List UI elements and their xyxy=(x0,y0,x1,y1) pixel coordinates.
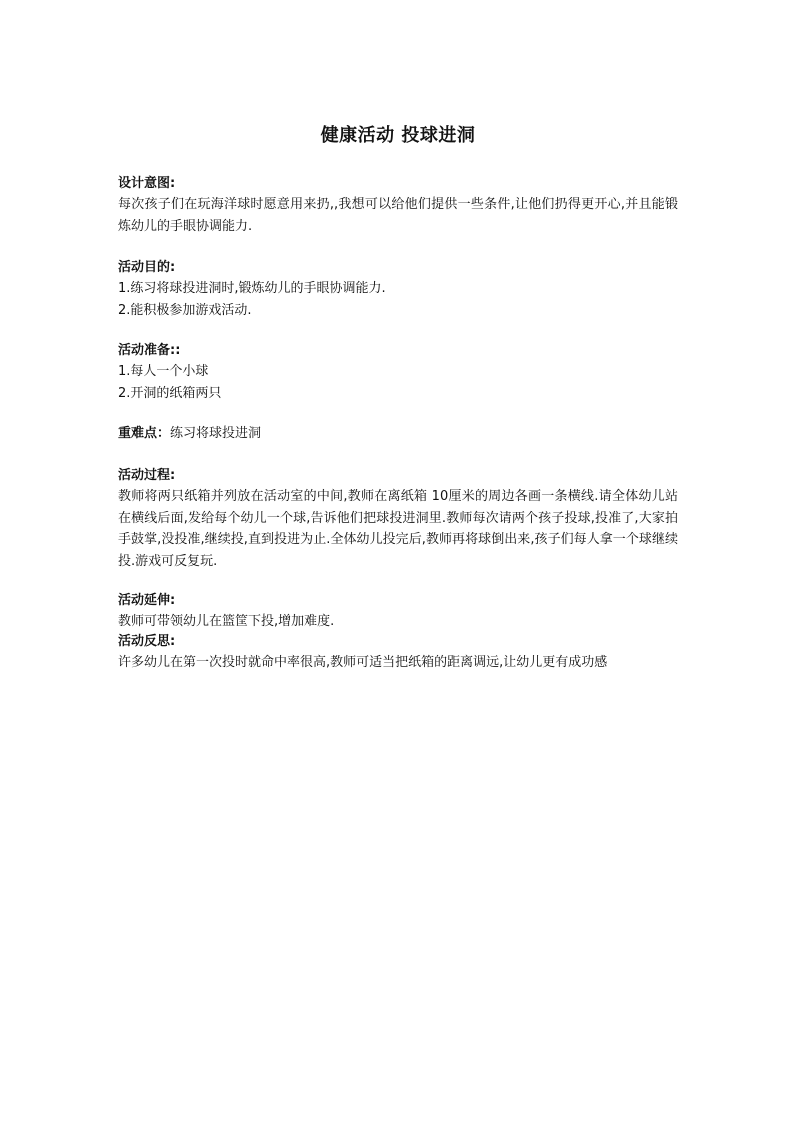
design-intent-text: 每次孩子们在玩海洋球时愿意用来扔,,我想可以给他们提供一些条件,让他们扔得更开心,并且能锻炼幼儿的手眼协调能力. xyxy=(118,197,678,234)
goals-heading: 活动目的: xyxy=(118,260,176,275)
design-intent-heading: 设计意图: xyxy=(118,176,176,191)
preparation-item: 1.每人一个小球 xyxy=(118,364,209,379)
design-intent-section xyxy=(118,173,678,237)
reflection-section xyxy=(118,631,678,674)
document-title: 健康活动 投球进洞 xyxy=(320,125,476,146)
key-points-text: 练习将球投进洞 xyxy=(170,426,262,441)
goals-section xyxy=(118,257,678,321)
reflection-text: 许多幼儿在第一次投时就命中率很高,教师可适当把纸箱的距离调远,让幼儿更有成功感 xyxy=(118,655,608,670)
process-text: 教师将两只纸箱并列放在活动室的中间,教师在离纸箱 10厘米的周边各画一条横线.请全体幼儿站在横线后面,发给每个幼儿一个球,告诉他们把球投进洞里.教师每次请两个孩子投球,投准了,大家拍手鼓掌,没投准,继续投,直到投进为止.全体幼儿投完后,教师再将球倒出来,孩子们每人拿一个球继续投.游戏可反复玩. xyxy=(118,489,678,569)
process-heading: 活动过程: xyxy=(118,468,176,483)
extension-section xyxy=(118,590,678,633)
preparation-item: 2.开洞的纸箱两只 xyxy=(118,385,222,401)
goal-item: 1.练习将球投进洞时,锻炼幼儿的手眼协调能力. xyxy=(118,281,386,296)
goal-item: 2.能积极参加游戏活动. xyxy=(118,302,252,318)
preparation-heading: 活动准备:: xyxy=(118,343,181,358)
preparation-section xyxy=(118,340,678,404)
process-section xyxy=(118,465,678,572)
key-points-section xyxy=(118,423,678,444)
reflection-heading: 活动反思: xyxy=(118,634,176,649)
key-points-label: 重难点： xyxy=(118,426,171,441)
extension-text: 教师可带领幼儿在篮筐下投,增加难度. xyxy=(118,614,335,629)
extension-heading: 活动延伸: xyxy=(118,593,176,608)
